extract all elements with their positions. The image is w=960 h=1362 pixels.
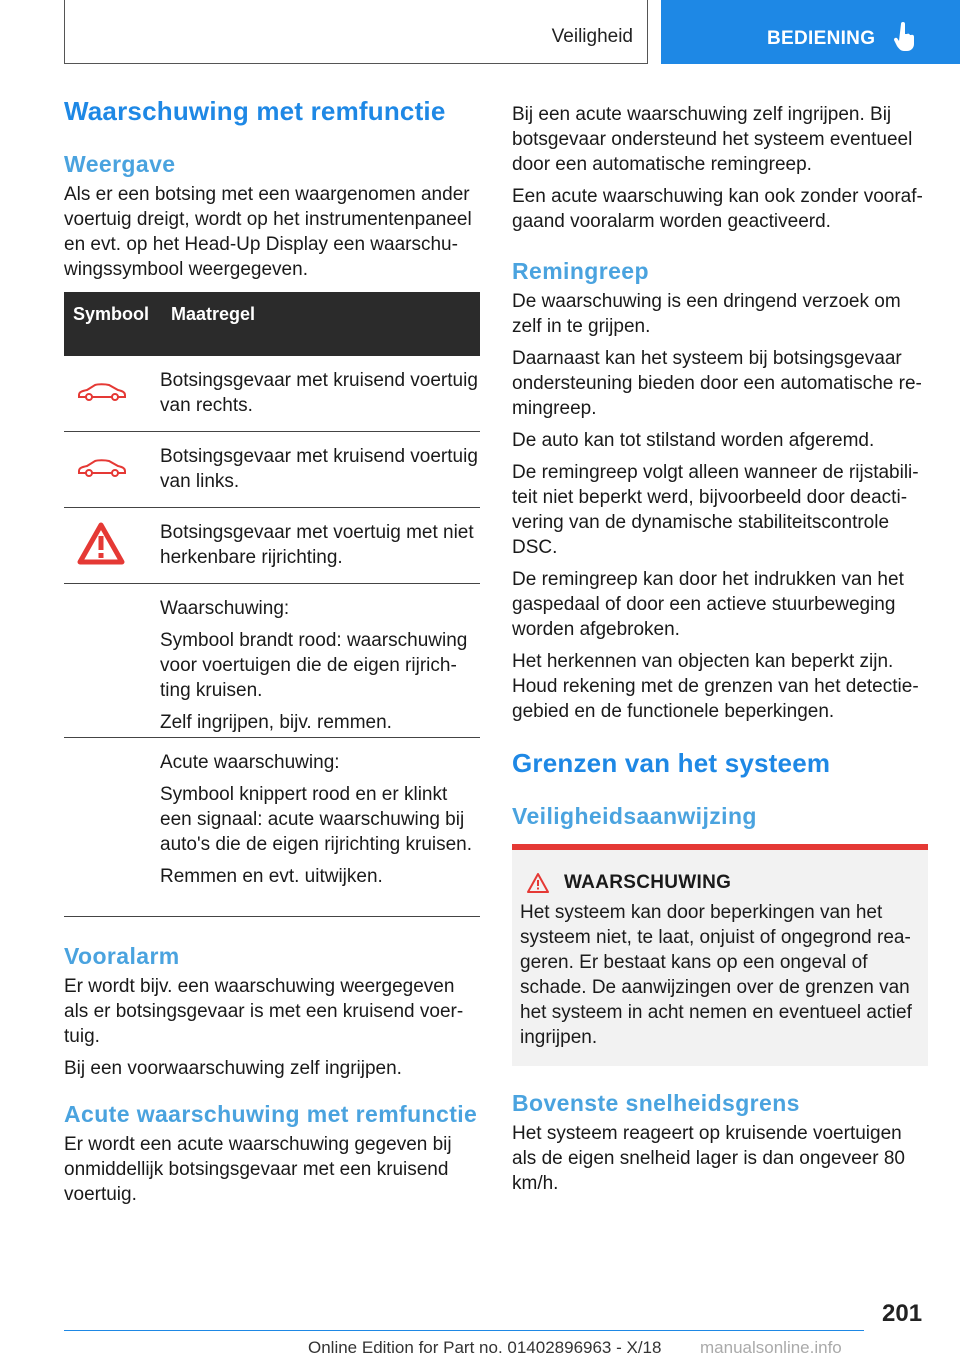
right-text-1: Bij een acute waarschuwing zelf ingrijpen. Bij botsgevaar ondersteund het systeem eventueel door een automatische remingreep. xyxy=(512,104,913,175)
header-section-box xyxy=(64,0,648,64)
heading-veiligheid: Veiligheidsaanwijzing xyxy=(512,803,757,829)
table-cell-text: Waarschuwing: xyxy=(160,598,290,619)
remingreep-text-4: De remingreep volgt alleen wanneer de rijstabiliteit niet beperkt werd, bijvoorbeeld door deactivering van de dynamische stabiliteitscontrole DSC. xyxy=(512,462,919,558)
heading-acute: Acute waarschuwing met remfunctie xyxy=(64,1101,478,1127)
car-icon xyxy=(76,380,128,402)
table-row xyxy=(64,356,480,432)
remingreep-text-3: De auto kan tot stilstand worden afgeremd. xyxy=(512,430,875,451)
page-title: Waarschuwing met remfunctie xyxy=(64,96,446,126)
table-row xyxy=(64,738,480,917)
table-cell-text: Symbool brandt rood: waarschuwing voor voertuigen die de eigen rijrichting kruisen. xyxy=(160,630,468,701)
warning-text: Het systeem kan door beperkingen van het systeem niet, te laat, onjuist of ongegrond reageren. Er bestaat kans op een ongeval of schade. De aanwijzingen over de grenzen van het systeem in acht nemen en eventueel actief ingrijpen. xyxy=(520,902,912,1048)
vooralarm-text-2: Bij een voorwaarschuwing zelf ingrijpen. xyxy=(64,1058,402,1079)
table-cell-text: Acute waarschuwing: xyxy=(160,752,340,773)
table-row xyxy=(64,432,480,508)
watermark-text: manualsonline.info xyxy=(700,1338,842,1357)
table-cell-text: Botsingsgevaar met kruisend voertuig van links. xyxy=(160,446,478,492)
weergave-text: Als er een botsing met een waargenomen ander voertuig dreigt, wordt op het instrumentenpaneel en evt. op het Head-Up Display een waarschuwingssymbool weergegeven. xyxy=(64,184,472,280)
table-header-measure: Maatregel xyxy=(171,304,256,324)
warning-triangle-icon xyxy=(526,872,550,894)
edition-text: Online Edition for Part no. 01402896963 - X/18 xyxy=(308,1338,662,1357)
right-column xyxy=(512,102,928,1196)
car-icon xyxy=(76,456,128,478)
warning-title: WAARSCHUWING xyxy=(564,872,732,893)
table-cell-text: Symbool knippert rood en er klinkt een signaal: acute waarschuwing bij auto's die de eigen rijrichting kruisen. xyxy=(160,784,473,855)
header-chapter-box xyxy=(661,0,960,64)
right-text-2: Een acute waarschuwing kan ook zonder voorafgaand vooralarm worden geactiveerd. xyxy=(512,186,923,232)
vooralarm-text-1: Er wordt bijv. een waarschuwing weergegeven als er botsingsgevaar is met een kruisend voertuig. xyxy=(64,976,464,1047)
symbol-table xyxy=(64,292,480,917)
heading-grenzen: Grenzen van het systeem xyxy=(512,748,831,778)
heading-snelheid: Bovenste snelheidsgrens xyxy=(512,1090,800,1116)
table-cell-text: Botsingsgevaar met kruisend voertuig van rechts. xyxy=(160,370,478,416)
table-row xyxy=(64,508,480,584)
left-column xyxy=(64,96,480,1207)
footer-divider xyxy=(64,1330,864,1331)
heading-weergave: Weergave xyxy=(64,151,176,177)
warning-box xyxy=(512,844,928,1066)
warning-triangle-icon xyxy=(77,522,125,566)
table-row xyxy=(64,584,480,738)
warning-title-row xyxy=(520,872,920,894)
remingreep-text-6: Het herkennen van objecten kan beperkt zijn. Houd rekening met de grenzen van het detectiegebied en de functionele beperkingen. xyxy=(512,651,919,722)
table-cell-text: Remmen en evt. uitwijken. xyxy=(160,866,383,887)
remingreep-text-2: Daarnaast kan het systeem bij botsingsgevaar ondersteuning bieden door een automatische remingreep. xyxy=(512,348,922,419)
heading-remingreep: Remingreep xyxy=(512,258,649,284)
acute-text: Er wordt een acute waarschuwing gegeven bij onmiddellijk botsingsgevaar met een kruisend voertuig. xyxy=(64,1134,452,1205)
header-chapter-label: BEDIENING xyxy=(767,28,876,49)
snelheid-text: Het systeem reageert op kruisende voertuigen als de eigen snelheid lager is dan ongeveer 80 km/h. xyxy=(512,1123,905,1194)
pointing-hand-icon xyxy=(893,22,917,52)
remingreep-text-5: De remingreep kan door het indrukken van het gaspedaal of door een actieve stuurbeweging worden afgebroken. xyxy=(512,569,904,640)
page-number: 201 xyxy=(882,1300,923,1327)
remingreep-text-1: De waarschuwing is een dringend verzoek om zelf in te grijpen. xyxy=(512,291,901,337)
table-header-symbol: Symbool xyxy=(73,304,150,324)
table-cell-text: Botsingsgevaar met voertuig met niet herkenbare rijrichting. xyxy=(160,522,474,568)
header-section-label: Veiligheid xyxy=(551,26,633,47)
table-header xyxy=(64,292,480,356)
heading-vooralarm: Vooralarm xyxy=(64,943,180,969)
table-cell-text: Zelf ingrijpen, bijv. remmen. xyxy=(160,712,392,733)
